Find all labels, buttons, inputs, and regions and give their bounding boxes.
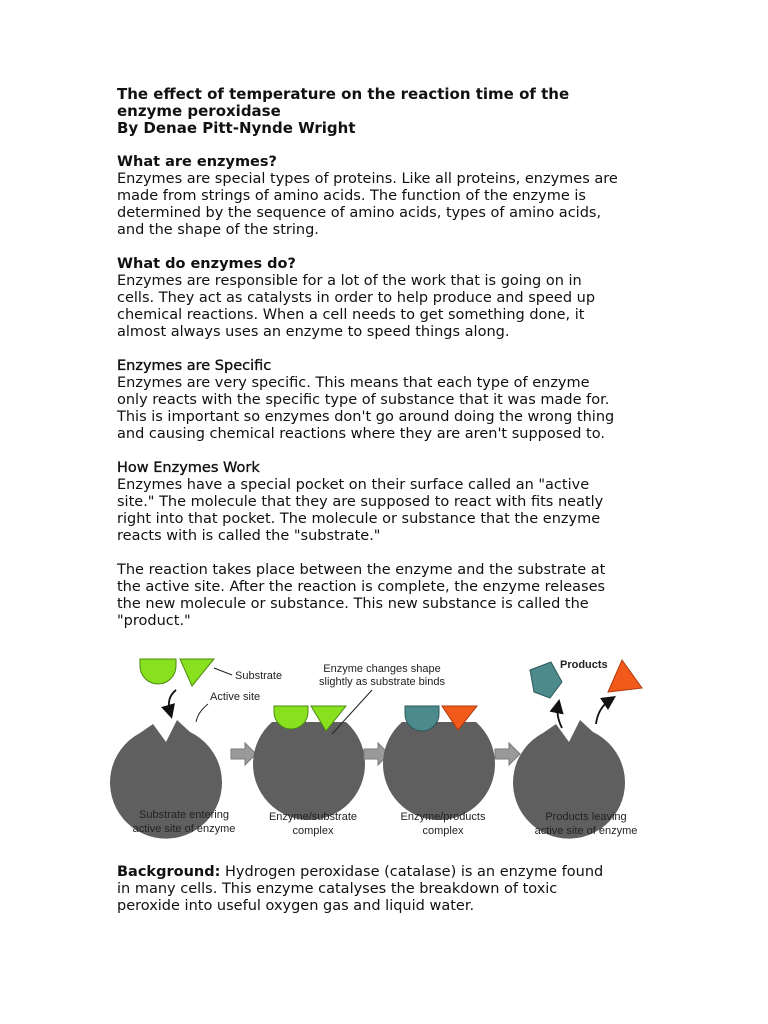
section-heading: Enzymes are Specific: [117, 358, 272, 374]
section-enzymes-are-specific: [117, 358, 657, 443]
section-paragraph: Enzymes are responsible for a lot of the work that is going on in cells. They act as catalysts in order to help produce and speed up chemical reactions. When a cell needs to get something done, it almost always uses an enzyme to speed things along.: [117, 273, 596, 340]
reaction-paragraph: The reaction takes place between the enzyme and the substrate at the active site. After the reaction is complete, the enzyme releases the new molecule or substance. This new substance is called the "product.": [117, 562, 606, 629]
section-what-are-enzymes: [117, 154, 657, 239]
caption-stage-4: Products leaving: [545, 811, 627, 823]
right-arrow-icon: [231, 743, 256, 765]
section-how-enzymes-work: [117, 460, 657, 545]
label-shape-change-2: slightly as substrate binds: [319, 676, 445, 688]
background-section: [117, 864, 657, 915]
caption-stage-3: complex: [422, 825, 464, 837]
enzyme-shape-2: [253, 722, 365, 820]
enzyme-diagram-svg: [110, 648, 650, 846]
label-substrate: Substrate: [235, 670, 283, 682]
background-text-rest: in many cells. This enzyme catalyses the breakdown of toxic peroxide into useful oxygen gas and liquid water.: [117, 881, 558, 914]
enzyme-diagram: [110, 648, 650, 846]
author-line: By Denae Pitt-Nynde Wright: [117, 119, 356, 137]
section-paragraph: Enzymes are very specific. This means that each type of enzyme only reacts with the specific type of substance that it was made for. This is important so enzymes don't go around doing the wrong thing and causing chemical reactions where they are aren't supposed to.: [117, 375, 615, 442]
background-paragraph: [117, 864, 657, 915]
released-product-teal: [530, 662, 562, 698]
label-products: Products: [560, 659, 608, 671]
background-label: Background:: [117, 864, 221, 880]
section-heading: What are enzymes?: [117, 154, 277, 170]
title-line-2: enzyme peroxidase: [117, 102, 281, 120]
section-what-do-enzymes-do: [117, 256, 657, 341]
caption-stage-1: active site of enzyme: [132, 823, 236, 835]
leaving-arrow-icon: [596, 700, 610, 724]
caption-stage-3: Enzyme/products: [400, 811, 486, 823]
label-active-site: Active site: [210, 691, 261, 703]
section-heading: How Enzymes Work: [117, 460, 260, 476]
section-reaction: [117, 562, 657, 630]
document-title: [117, 86, 657, 137]
label-shape-change-1: Enzyme changes shape: [323, 663, 441, 675]
document-body: [117, 86, 657, 630]
caption-stage-1: Substrate entering: [139, 809, 229, 821]
section-paragraph: Enzymes have a special pocket on their surface called an "active site." The molecule that they are supposed to react with fits neatly right into that pocket. The molecule or substance that the enzyme reacts with is called the "substrate.": [117, 477, 604, 544]
substrate-triangle: [180, 659, 214, 686]
entering-arrow-icon: [169, 690, 176, 712]
substrate-half-circle: [140, 659, 176, 684]
title-line-1: The effect of temperature on the reaction time of the: [117, 85, 570, 103]
released-product-orange: [608, 660, 642, 692]
enzyme-shape-3: [383, 722, 495, 820]
caption-stage-2: complex: [292, 825, 334, 837]
leaving-arrow-icon: [558, 706, 563, 728]
section-paragraph: Enzymes are special types of proteins. Like all proteins, enzymes are made from strings of amino acids. The function of the enzyme is determined by the sequence of amino acids, types of amino acids, and the shape of the string.: [117, 171, 618, 238]
right-arrow-icon: [495, 743, 520, 765]
background-text-line-1: Hydrogen peroxidase (catalase) is an enzyme found: [220, 864, 604, 880]
caption-stage-4: active site of enzyme: [534, 825, 638, 837]
section-heading: What do enzymes do?: [117, 256, 296, 272]
caption-stage-2: Enzyme/substrate: [268, 811, 358, 823]
